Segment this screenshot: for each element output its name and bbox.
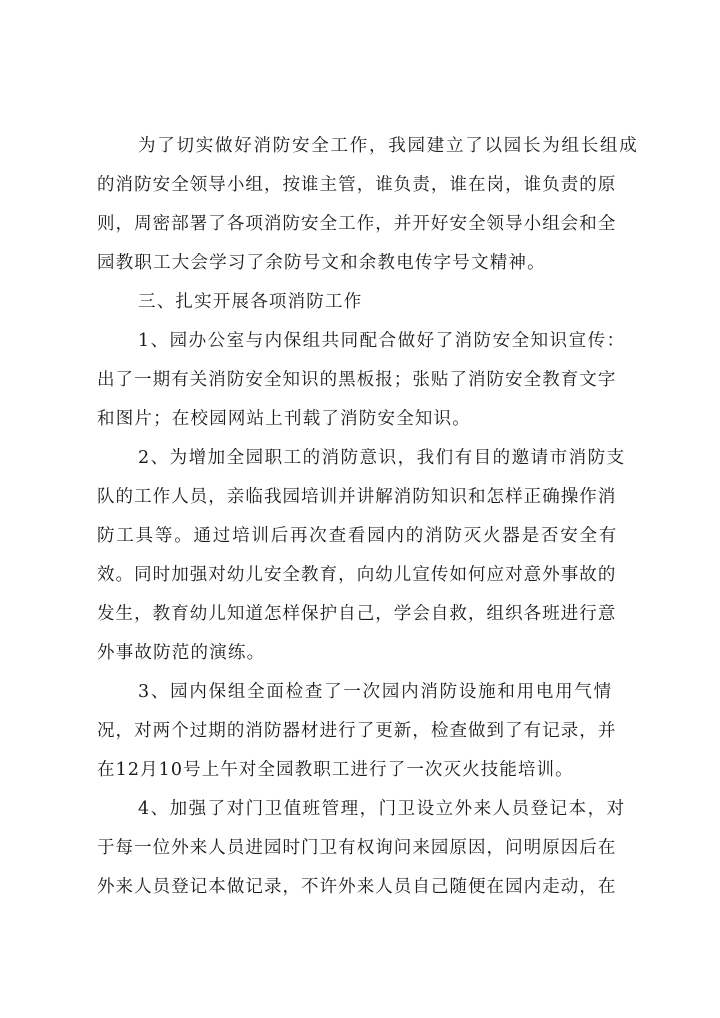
text-line: 4、加强了对门卫值班管理，门卫设立外来人员登记本，对 bbox=[138, 799, 626, 819]
text-line: 园教职工大会学习了余防号文和余教电传字号文精神。 bbox=[97, 253, 546, 273]
section-heading: 三、扎实开展各项消防工作 bbox=[138, 292, 363, 312]
text-line: 在12月10号上午对全园教职工进行了一次灭火技能培训。 bbox=[97, 760, 574, 780]
text-line: 外来人员登记本做记录，不许外来人员自己随便在园内走动，在 bbox=[97, 877, 617, 897]
text-line: 于每一位外来人员进园时门卫有权询问来园原因，问明原因后在 bbox=[97, 838, 617, 858]
text-line: 出了一期有关消防安全知识的黑板报；张贴了消防安全教育文字 bbox=[97, 370, 617, 390]
text-line: 和图片；在校园网站上刊载了消防安全知识。 bbox=[97, 409, 471, 429]
text-line: 队的工作人员，亲临我园培训并讲解消防知识和怎样正确操作消 bbox=[97, 487, 617, 507]
text-line: 发生，教育幼儿知道怎样保护自己，学会自救，组织各班进行意 bbox=[97, 604, 617, 624]
text-line: 效。同时加强对幼儿安全教育，向幼儿宣传如何应对意外事故的 bbox=[97, 565, 617, 585]
text-line: 3、园内保组全面检查了一次园内消防设施和用电用气情 bbox=[138, 682, 613, 702]
text-line: 外事故防范的演练。 bbox=[97, 643, 266, 663]
text-line: 为了切实做好消防安全工作，我园建立了以园长为组长组成 bbox=[138, 136, 639, 156]
text-line: 则，周密部署了各项消防安全工作，并开好安全领导小组会和全 bbox=[97, 214, 617, 234]
text-line: 1、园办公室与内保组共同配合做好了消防安全知识宣传： bbox=[138, 331, 626, 351]
text-line: 2、为增加全园职工的消防意识，我们有目的邀请市消防支 bbox=[138, 448, 626, 468]
text-line: 防工具等。通过培训后再次查看园内的消防灭火器是否安全有 bbox=[97, 526, 619, 546]
text-line: 况，对两个过期的消防器材进行了更新，检查做到了有记录，并 bbox=[97, 721, 617, 741]
text-line: 的消防安全领导小组，按谁主管，谁负责，谁在岗，谁负责的原 bbox=[97, 175, 617, 195]
